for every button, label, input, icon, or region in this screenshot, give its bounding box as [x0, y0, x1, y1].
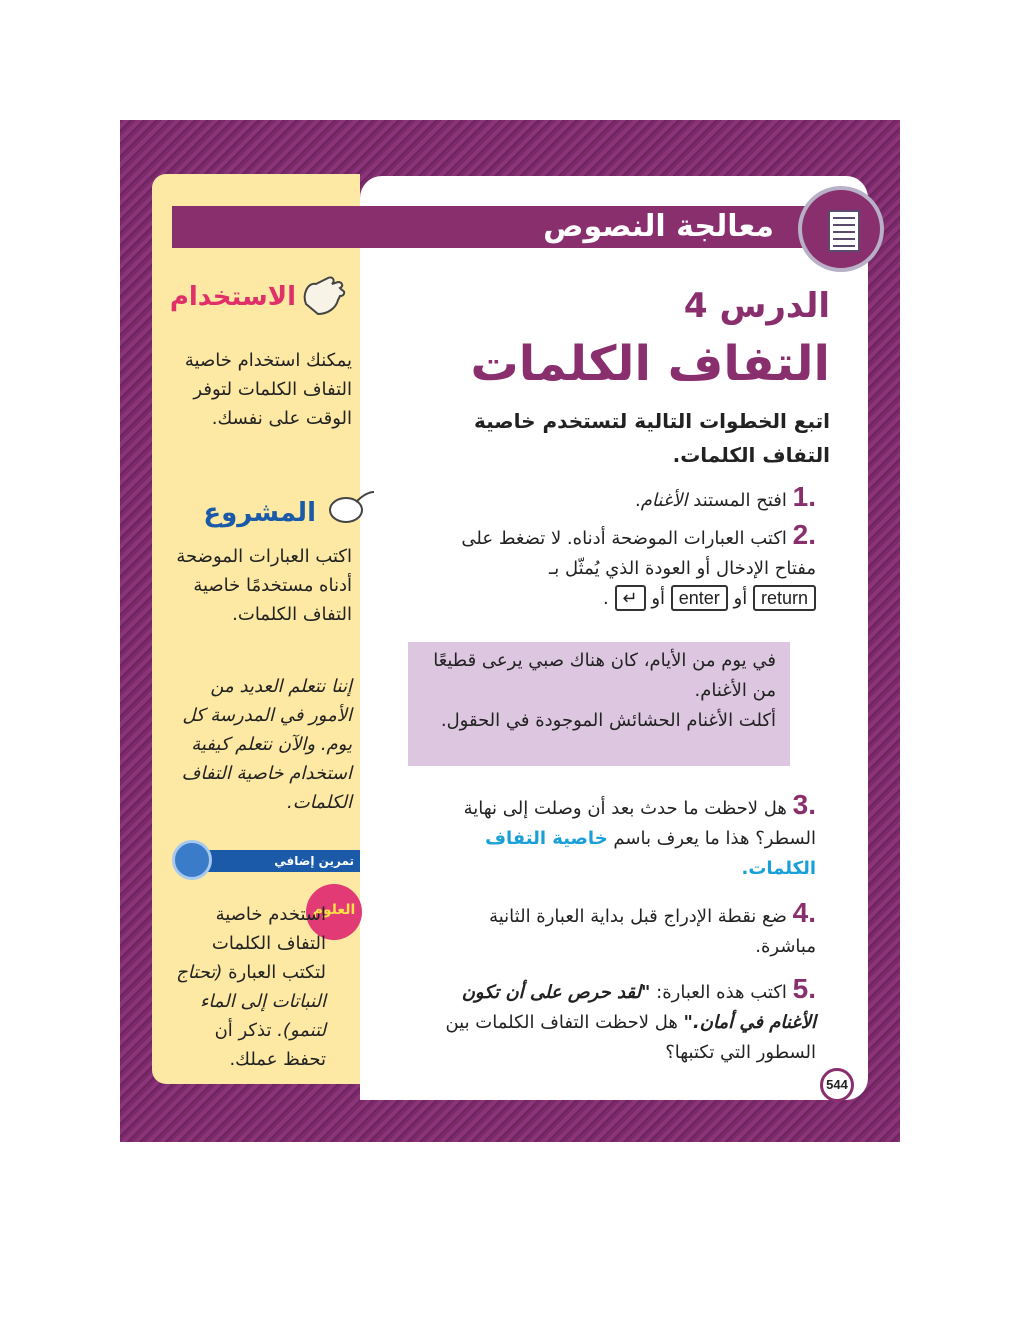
- step-number: .1: [792, 481, 816, 512]
- lesson-label: [684, 286, 830, 326]
- extra-text: استخدم خاصية التفاف الكلمات لتكتب العبارة (تحتاج النباتات إلى الماء لتنمو). تذكر أن تحفظ عملك.: [176, 904, 326, 1070]
- usage-title: الاستخدام: [169, 282, 296, 312]
- step-number: .3: [792, 789, 816, 820]
- project-text: اكتب العبارات الموضحة أدناه مستخدمًا خاصية التفاف الكلمات.: [176, 546, 352, 625]
- word-wrap-term: خاصية التفاف الكلمات.: [485, 828, 816, 879]
- project-title: المشروع: [203, 498, 316, 528]
- page-number: 544: [820, 1068, 854, 1102]
- sample-text: [422, 646, 776, 736]
- sample-line-1: في يوم من الأيام، كان هناك صبي يرعى قطيعًا من الأغنام.: [433, 650, 776, 701]
- lesson-number: 4: [683, 286, 708, 326]
- step-2: .2 اكتب العبارات الموضحة أدناه. لا تضغط على مفتاح الإدخال أو العودة الذي يُمثّل بـ return أو enter أو ↵ .: [461, 519, 816, 609]
- step-number: .5: [792, 973, 816, 1004]
- step-5: .5 اكتب هذه العبارة: "لقد حرص على أن تكون الأغنام في أمان." هل لاحظت التفاف الكلمات بين السطور التي تكتبها؟: [445, 973, 816, 1063]
- medal-icon: [172, 840, 212, 880]
- banner-title: معالجة النصوص: [543, 209, 774, 244]
- sample-line-2: أكلت الأغنام الحشائش الموجودة في الحقول.: [440, 710, 776, 731]
- project-italic-text: إننا نتعلم العديد من الأمور في المدرسة كل يوم. والآن نتعلم كيفية استخدام خاصية التفاف الكلمات.: [181, 676, 352, 813]
- step-1: .1 افتح المستند الأغنام.: [635, 481, 816, 512]
- arrow-key-icon: ↵: [615, 585, 646, 611]
- return-key: return: [753, 585, 816, 611]
- lesson-title: التفاف الكلمات: [470, 336, 830, 392]
- step-number: .2: [792, 519, 816, 550]
- extra-italic-text: (تحتاج النباتات إلى الماء لتنمو).: [176, 962, 326, 1041]
- intro-text: اتبع الخطوات التالية لتستخدم خاصية التفاف الكلمات.: [474, 409, 830, 467]
- mouse-icon: [326, 488, 376, 528]
- step-number: .4: [792, 897, 816, 928]
- document-name: الأغنام: [640, 490, 688, 511]
- science-badge-icon: العلوم: [306, 884, 362, 940]
- extra-exercise-label: تمرين إضافي: [274, 854, 354, 868]
- step-3: .3 هل لاحظت ما حدث بعد أن وصلت إلى نهاية السطر؟ هذا ما يعرف باسم خاصية التفاف الكلمات.: [463, 789, 816, 879]
- document-icon: [798, 186, 884, 272]
- quote-text: "لقد حرص على أن تكون الأغنام في أمان.": [461, 982, 816, 1033]
- lesson-word: الدرس: [719, 286, 830, 326]
- step-4: .4 ضع نقطة الإدراج قبل بداية العبارة الثانية مباشرة.: [489, 897, 816, 957]
- enter-key: enter: [671, 585, 728, 611]
- usage-text: يمكنك استخدام خاصية التفاف الكلمات لتوفر الوقت على نفسك.: [184, 350, 352, 429]
- hand-icon: [298, 274, 348, 318]
